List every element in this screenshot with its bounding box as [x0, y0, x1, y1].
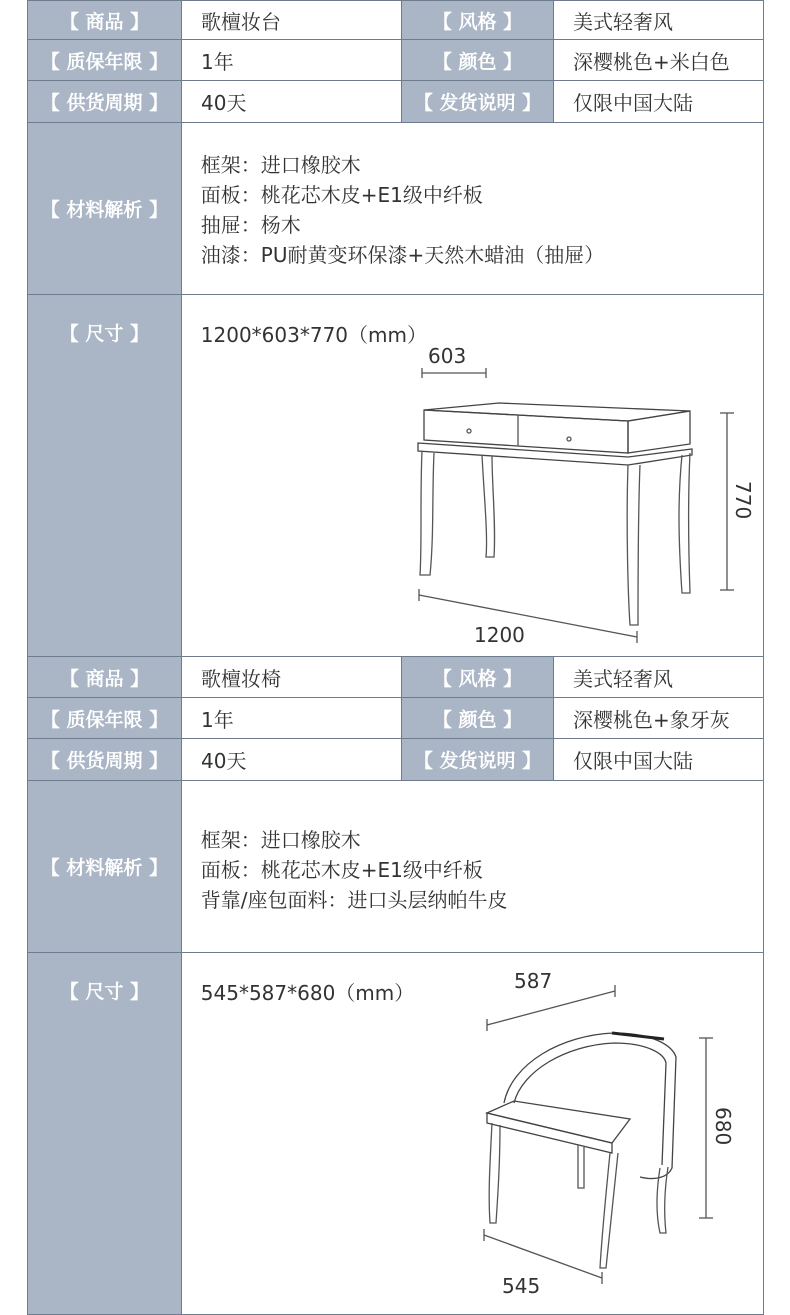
materials-value — [182, 123, 763, 294]
desk-row-size — [27, 295, 764, 657]
size-label: 【 尺寸 】 — [28, 295, 182, 656]
color-value: 深樱桃色+象牙灰 — [554, 698, 763, 738]
product-value: 歌檀妆椅 — [182, 657, 402, 697]
depth-dim-label: 587 — [513, 969, 552, 993]
warranty-value: 1年 — [182, 40, 402, 80]
material-line: 抽屉：杨木 — [200, 213, 301, 237]
shipping-label: 【 发货说明 】 — [402, 81, 554, 122]
shipping-label: 【 发货说明 】 — [402, 739, 554, 780]
chair-row-materials — [27, 781, 764, 953]
material-line: 面板：桃花芯木皮+E1级中纤板 — [200, 858, 483, 882]
material-line: 框架：进口橡胶木 — [200, 153, 361, 177]
chair-row-product — [27, 657, 764, 698]
style-value: 美式轻奢风 — [554, 1, 763, 39]
material-line: 面板：桃花芯木皮+E1级中纤板 — [200, 183, 483, 207]
chair-row-size — [27, 953, 764, 1315]
size-value — [182, 295, 763, 656]
product-value: 歌檀妆台 — [182, 1, 402, 39]
shipping-value: 仅限中国大陆 — [554, 81, 763, 122]
color-label: 【 颜色 】 — [402, 698, 554, 738]
size-label: 【 尺寸 】 — [28, 953, 182, 1314]
product-label: 【 商品 】 — [28, 1, 182, 39]
desk-row-materials — [27, 123, 764, 295]
width-dim-label: 545 — [501, 1274, 540, 1298]
warranty-value: 1年 — [182, 698, 402, 738]
shipping-value: 仅限中国大陆 — [554, 739, 763, 780]
size-text: 1200*603*770（mm） — [200, 323, 427, 347]
color-label: 【 颜色 】 — [402, 40, 554, 80]
desk-drawing — [182, 295, 764, 657]
width-dim-label: 1200 — [473, 623, 525, 647]
warranty-label: 【 质保年限 】 — [28, 698, 182, 738]
materials-value — [182, 781, 763, 952]
chair-drawing — [182, 953, 764, 1315]
materials-label: 【 材料解析 】 — [28, 123, 182, 294]
size-value — [182, 953, 763, 1314]
depth-dim-label: 603 — [427, 344, 466, 368]
delivery-label: 【 供货周期 】 — [28, 81, 182, 122]
delivery-label: 【 供货周期 】 — [28, 739, 182, 780]
height-dim-label: 770 — [730, 481, 755, 520]
materials-label: 【 材料解析 】 — [28, 781, 182, 952]
warranty-label: 【 质保年限 】 — [28, 40, 182, 80]
chair-row-warranty — [27, 698, 764, 739]
desk-row-delivery — [27, 81, 764, 123]
delivery-value: 40天 — [182, 81, 402, 122]
height-dim-label: 680 — [710, 1107, 735, 1146]
style-label: 【 风格 】 — [402, 1, 554, 39]
material-line: 背靠/座包面料：进口头层纳帕牛皮 — [200, 888, 508, 912]
width-dim-line — [419, 595, 637, 637]
materials-list — [201, 825, 508, 915]
chair-row-delivery — [27, 739, 764, 781]
material-line: 油漆：PU耐黄变环保漆+天然木蜡油（抽屉） — [200, 243, 605, 267]
width-dim-line — [484, 1235, 602, 1278]
desk-row-warranty — [27, 40, 764, 81]
material-line: 框架：进口橡胶木 — [200, 828, 361, 852]
depth-dim-line — [487, 991, 615, 1025]
materials-list — [201, 150, 604, 270]
color-value: 深樱桃色+米白色 — [554, 40, 763, 80]
spec-sheet — [27, 0, 764, 1315]
style-label: 【 风格 】 — [402, 657, 554, 697]
size-text: 545*587*680（mm） — [200, 981, 415, 1005]
desk-row-product — [27, 0, 764, 40]
style-value: 美式轻奢风 — [554, 657, 763, 697]
delivery-value: 40天 — [182, 739, 402, 780]
product-label: 【 商品 】 — [28, 657, 182, 697]
